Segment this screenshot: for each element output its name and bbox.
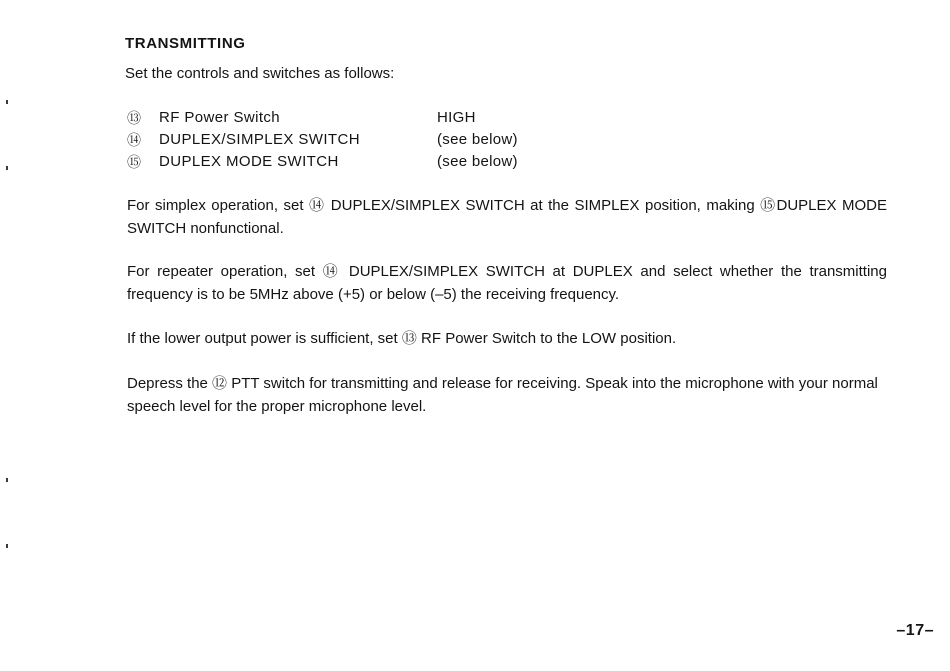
margin-mark xyxy=(6,544,8,548)
intro-text: Set the controls and switches as follows: xyxy=(125,65,395,82)
margin-mark xyxy=(6,166,8,170)
control-setting: (see below) xyxy=(437,153,518,170)
control-name: DUPLEX MODE SWITCH xyxy=(159,153,339,170)
repeater-paragraph: For repeater operation, set ⑭ DUPLEX/SIMPLEX SWITCH at DUPLEX and select whether the transmitting frequency is to be 5MHz above (+5) or below (–5) the receiving frequency. xyxy=(127,263,887,303)
ptt-paragraph: Depress the ⑫ PTT switch for transmitting and release for receiving. Speak into the microphone with your normal speech level for the proper microphone level. xyxy=(127,375,878,415)
control-name: DUPLEX/SIMPLEX SWITCH xyxy=(159,131,360,148)
margin-mark xyxy=(6,478,8,482)
low-power-paragraph: If the lower output power is sufficient, set ⑬ RF Power Switch to the LOW position. xyxy=(127,330,677,347)
control-number: ⑮ xyxy=(127,154,141,170)
control-setting: HIGH xyxy=(437,109,476,126)
simplex-paragraph: For simplex operation, set ⑭ DUPLEX/SIMPLEX SWITCH at the SIMPLEX position, making ⑮DUPLEX MODE SWITCH nonfunctional. xyxy=(127,197,887,237)
section-heading: TRANSMITTING xyxy=(125,35,246,52)
control-number: ⑭ xyxy=(127,132,141,148)
control-number: ⑬ xyxy=(127,110,141,126)
margin-mark xyxy=(6,100,8,104)
control-name: RF Power Switch xyxy=(159,109,281,126)
control-setting: (see below) xyxy=(437,131,518,148)
page-number: –17– xyxy=(896,622,934,639)
